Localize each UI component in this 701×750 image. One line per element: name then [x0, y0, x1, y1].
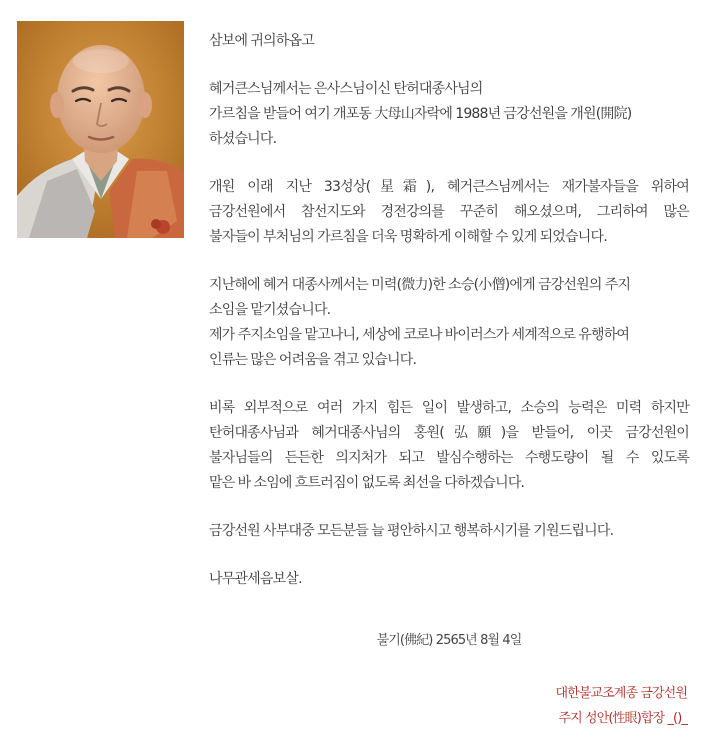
paragraph-history — [209, 175, 689, 250]
paragraph-line: 금강선원 사부대중 모든분들 늘 평안하시고 행복하시기를 기원드립니다. — [209, 523, 614, 539]
portrait-illustration — [17, 21, 184, 238]
abbot-portrait — [17, 21, 184, 238]
signature-organization: 대한불교조계종 금강선원 — [555, 686, 687, 701]
paragraph-line: 제가 주지소임을 맡고나니, 세상에 코로나 바이러스가 세계적으로 유행하여 — [209, 327, 630, 343]
paragraph-line: 개원 이래 지난 33성상(星霜), 혜거큰스님께서는 재가불자들을 위하여 — [209, 179, 689, 195]
signature-block — [556, 681, 687, 731]
closing-prayer — [209, 567, 689, 592]
paragraph-resolve — [209, 396, 689, 496]
paragraph-line: 가르침을 받들어 여기 개포동 大母山자락에 1988년 금강선원을 개원(開院) — [209, 106, 632, 122]
paragraph-line: 나무관세음보살. — [209, 571, 302, 587]
paragraph-line: 소임을 맡기셨습니다. — [209, 302, 331, 318]
paragraph-line: 지난해에 혜거 대종사께서는 미력(微力)한 소승(小僧)에게 금강선원의 주지 — [209, 277, 631, 293]
signature-name: 주지 성안(性眼)합장 _()_ — [558, 711, 687, 726]
paragraph-appointment — [209, 273, 689, 373]
paragraph-line: 불자들이 부처님의 가르침을 더욱 명확하게 이해할 수 있게 되었습니다. — [209, 229, 607, 245]
paragraph-blessing — [209, 519, 689, 544]
greeting-line: 삼보에 귀의하옵고 — [209, 33, 314, 49]
paragraph-line: 불자님들의 든든한 의지처가 되고 발심수행하는 수행도량이 될 수 있도록 — [209, 450, 689, 466]
paragraph-line: 인류는 많은 어려움을 겪고 있습니다. — [209, 352, 417, 368]
paragraph-line: 금강선원에서 참선지도와 경전강의를 꾸준히 해오셨으며, 그리하여 많은 — [209, 204, 689, 220]
paragraph-line: 혜거큰스님께서는 은사스님이신 탄허대종사님의 — [209, 81, 483, 97]
paragraph-line: 맡은 바 소임에 흐트러짐이 없도록 최선을 다하겠습니다. — [209, 475, 525, 491]
paragraph-line: 탄허대종사님과 혜거대종사님의 홍원(弘願)을 받들어, 이곳 금강선원이 — [209, 425, 689, 441]
letter-body — [209, 29, 689, 615]
paragraph-line: 하셨습니다. — [209, 131, 277, 147]
paragraph-line: 비록 외부적으로 여러 가지 힘든 일이 발생하고, 소승의 능력은 미력 하지만 — [209, 400, 689, 416]
paragraph-founding — [209, 77, 689, 152]
letter-date: 불기(佛紀) 2565년 8월 4일 — [376, 633, 522, 648]
greeting — [209, 29, 689, 54]
